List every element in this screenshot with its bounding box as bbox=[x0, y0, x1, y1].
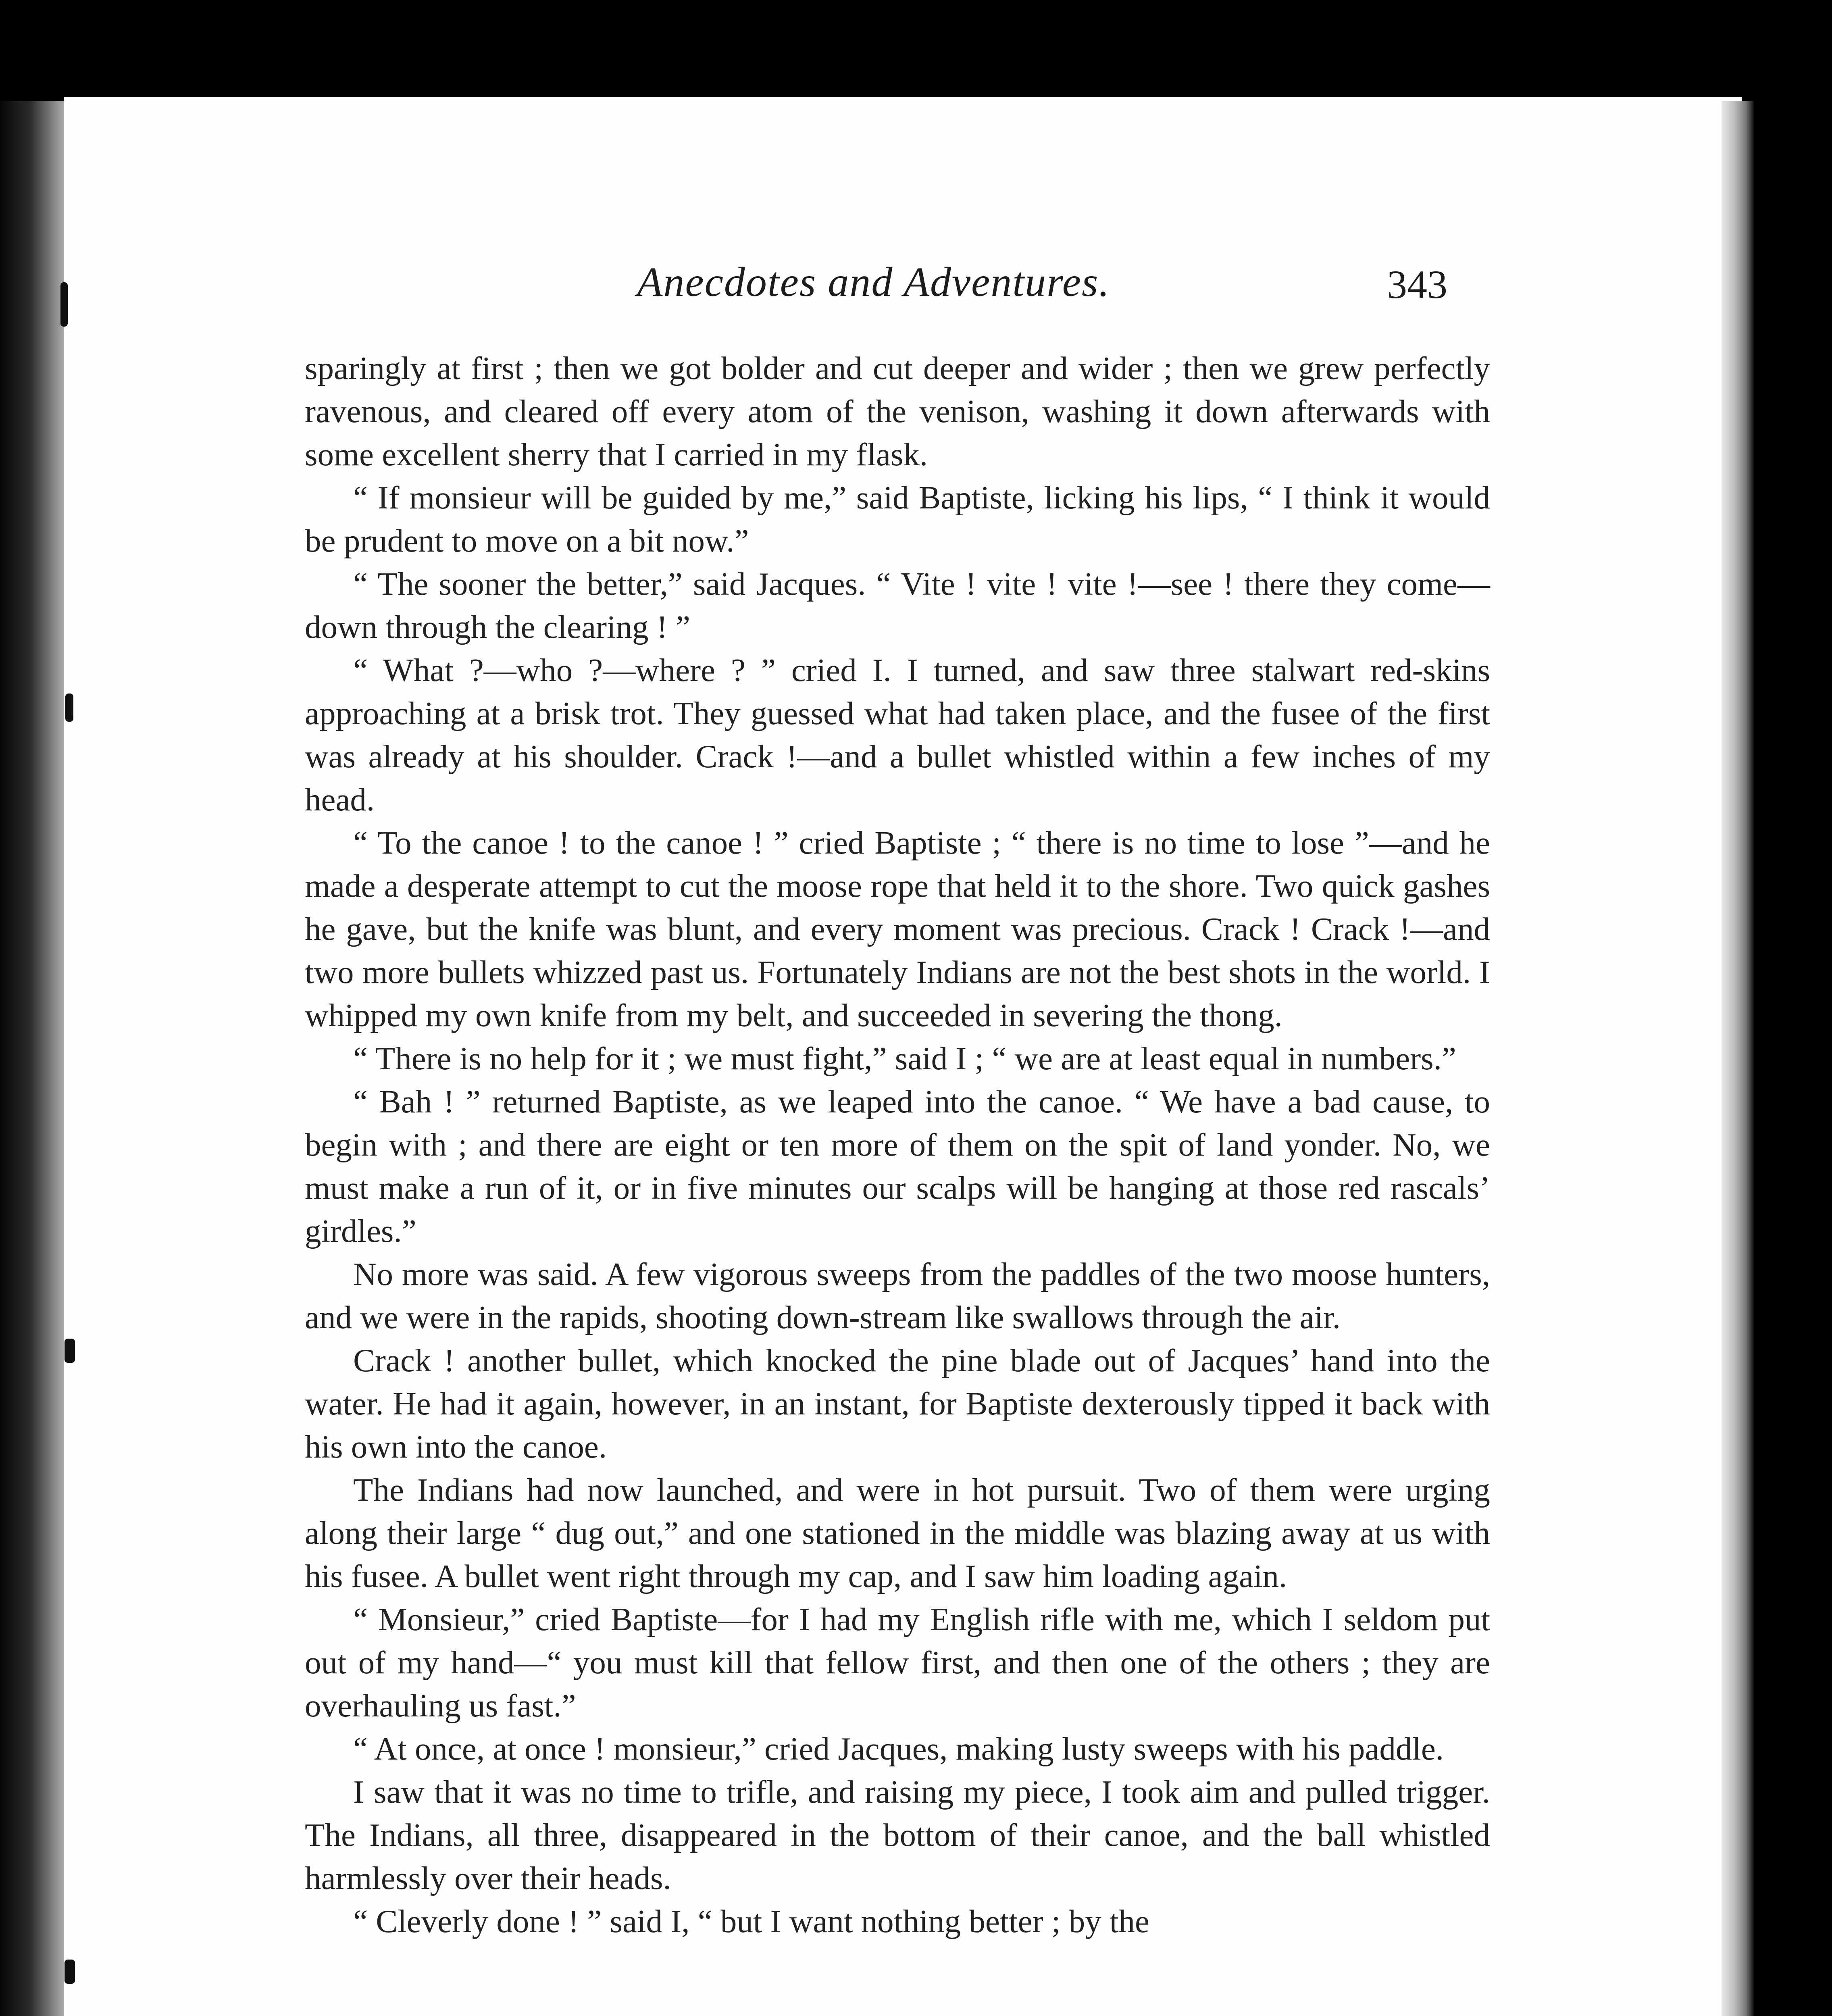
paragraph: sparingly at first ; then we got bolder and cut deeper and wider ; then we grew perfectly ravenous, and cleared off every atom of the venison, washing it down afterwards with some excellent sherry that I carried in my flask. bbox=[305, 350, 1490, 473]
margin-mark bbox=[65, 694, 73, 722]
page-right-edge-shadow bbox=[1722, 101, 1754, 2016]
paragraph: “ If monsieur will be guided by me,” said Baptiste, licking his lips, “ I think it would be prudent to move on a bit now.” bbox=[305, 479, 1490, 559]
paragraph: “ Monsieur,” cried Baptiste—for I had my English rifle with me, which I seldom put out of my hand—“ you must kill that fellow first, and then one of the others ; they are overhauling us fast.” bbox=[305, 1601, 1490, 1724]
running-head: Anecdotes and Adventures. bbox=[637, 259, 1110, 305]
paragraph: “ At once, at once ! monsieur,” cried Jacques, making lusty sweeps with his paddle. bbox=[353, 1731, 1444, 1767]
paragraph: “ The sooner the better,” said Jacques. “ Vite ! vite ! vite !—see ! there they come—down through the clearing ! ” bbox=[305, 566, 1490, 645]
margin-mark bbox=[65, 1339, 75, 1363]
paragraph: No more was said. A few vigorous sweeps from the paddles of the two moose hunters, and we were in the rapids, shooting down-stream like swallows through the air. bbox=[305, 1256, 1490, 1335]
page-number: 343 bbox=[1387, 262, 1447, 307]
paragraph: I saw that it was no time to trifle, and raising my piece, I took aim and pulled trigger. The Indians, all three, disappeared in the bottom of their canoe, and the ball whistled harmlessly over their heads. bbox=[305, 1774, 1490, 1896]
paragraph: The Indians had now launched, and were in hot pursuit. Two of them were urging along their large “ dug out,” and one stationed in the middle was blazing away at us with his fusee. A bullet went right through my cap, and I saw him loading again. bbox=[305, 1472, 1490, 1594]
margin-mark bbox=[65, 1960, 75, 1984]
body-text bbox=[305, 347, 1490, 1943]
paragraph: Crack ! another bullet, which knocked the pine blade out of Jacques’ hand into the water. He had it again, however, in an instant, for Baptiste dexterously tipped it back with his own into the canoe. bbox=[305, 1342, 1490, 1465]
paragraph: “ Cleverly done ! ” said I, “ but I want nothing better ; by the bbox=[353, 1903, 1149, 1939]
paragraph: “ What ?—who ?—where ? ” cried I. I turned, and saw three stalwart red-skins approaching at a brisk trot. They guessed what had taken place, and the fusee of the first was already at his shoulder. Crack !—and a bullet whistled within a few inches of my head. bbox=[305, 652, 1490, 818]
paragraph: “ There is no help for it ; we must fight,” said I ; “ we are at least equal in numbers.” bbox=[353, 1040, 1456, 1077]
margin-mark bbox=[60, 282, 68, 327]
paragraph: “ To the canoe ! to the canoe ! ” cried Baptiste ; “ there is no time to lose ”—and he made a desperate attempt to cut the moose rope that held it to the shore. Two quick gashes he gave, but the knife was blunt, and every moment was precious. Crack ! Crack !—and two more bullets whizzed past us. Fortunately Indians are not the best shots in the world. I whipped my own knife from my belt, and succeeded in severing the thong. bbox=[305, 825, 1490, 1033]
paragraph: “ Bah ! ” returned Baptiste, as we leaped into the canoe. “ We have a bad cause, to begin with ; and there are eight or ten more of them on the spit of land yonder. No, we must make a run of it, or in five minutes our scalps will be hanging at those red rascals’ girdles.” bbox=[305, 1083, 1490, 1249]
